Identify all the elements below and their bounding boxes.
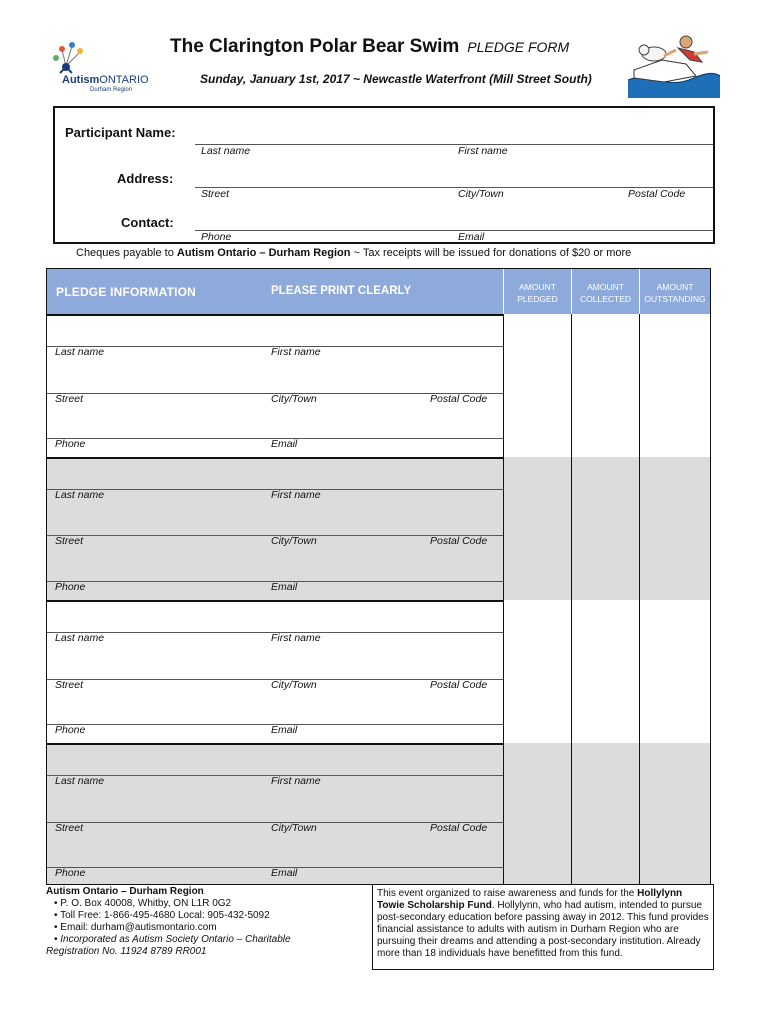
address-label: Address: [117,171,174,186]
entry-last-name-caption: Last name [55,632,105,644]
entry-street-caption: Street [55,822,84,834]
pledge-table-header [47,269,503,314]
event-date-location: Sunday, January 1st, 2017 ~ Newcastle Waterfront (Mill Street South) [200,72,592,86]
event-title: The Clarington Polar Bear Swim [170,36,460,57]
logo-wordmark: AutismONTARIO [62,74,149,86]
fund-name: Hollylynn Towie Scholarship Fund [377,888,683,911]
entry-postal-caption: Postal Code [430,822,488,834]
entry-last-name-caption: Last name [55,489,105,501]
autism-ontario-logo [52,40,152,96]
cheques-note: Cheques payable to Autism Ontario – Durham Region ~ Tax receipts will be issued for donations of $20 or more [76,247,632,259]
city-caption: City/Town [458,188,504,200]
entry-email-caption: Email [271,581,298,593]
phone-numbers: • Toll Free: 1-866-495-4680 Local: 905-432-5092 [54,910,270,921]
polar-bear-swimmer-icon [624,30,720,98]
entry-email-caption: Email [271,438,298,450]
pledge-entry-2 [47,457,503,600]
entry-phone-caption: Phone [55,438,86,450]
entry-first-name-caption: First name [271,775,321,787]
logo-subtitle: Durham Region [90,87,133,93]
po-box: • P. O. Box 40008, Whitby, ON L1R 0G2 [54,898,232,909]
email-caption: Email [458,231,485,243]
participant-last-name-caption: Last name [201,145,251,157]
entry-first-name-caption: First name [271,489,321,501]
entry-phone-caption: Phone [55,724,86,736]
entry-first-name-caption: First name [271,346,321,358]
entry-email-caption: Email [271,724,298,736]
entry-last-name-caption: Last name [55,775,105,787]
form-title [170,36,610,58]
entry-city-caption: City/Town [271,393,317,405]
entry-street-caption: Street [55,679,84,691]
amount-column-divider [571,314,572,884]
amount-shade-row-4 [503,743,710,884]
amount-pledged-header: AMOUNT PLEDGED [503,269,571,314]
entry-postal-caption: Postal Code [430,393,488,405]
pledge-entry-1 [47,314,503,457]
logo-figure-icon [52,40,152,76]
print-clearly-note: PLEASE PRINT CLEARLY [271,285,412,297]
organization-contact-info [46,886,372,958]
amount-outstanding-header: AMOUNT OUTSTANDING [639,269,710,314]
amount-shade-row-2 [503,457,710,600]
participant-name-line[interactable] [195,144,713,145]
street-caption: Street [201,188,230,200]
registration-number: Registration No. 11924 8789 RR001 [46,946,207,957]
incorporation-note: • Incorporated as Autism Society Ontario – Charitable [54,934,291,945]
entry-postal-caption: Postal Code [430,679,488,691]
amount-column-divider [639,314,640,884]
entry-phone-caption: Phone [55,581,86,593]
contact-label: Contact: [121,215,174,230]
entry-postal-caption: Postal Code [430,535,488,547]
entry-city-caption: City/Town [271,535,317,547]
participant-name-label: Participant Name: [65,125,176,140]
pledge-entry-4 [47,743,503,884]
scholarship-fund-description: This event organized to raise awareness and funds for the Hollylynn Towie Scholarship Fund. Hollylynn, who had autism, intended to pursue post-secondary education before passing away in 2012. This fund provides financial assistance to adults with autism in Durham Region who are pursuing their dreams and attending a post-secondary institution. Already more than 18 individuals have benefitted from this fund. [372,884,714,970]
entry-email-caption: Email [271,867,298,879]
pledge-entry-3 [47,600,503,743]
contact-line[interactable] [195,230,713,231]
amount-collected-header: AMOUNT COLLECTED [571,269,639,314]
participant-first-name-caption: First name [458,145,508,157]
entry-first-name-caption: First name [271,632,321,644]
phone-caption: Phone [201,231,232,243]
organization-name: Autism Ontario – Durham Region [46,886,204,897]
entry-city-caption: City/Town [271,822,317,834]
entry-street-caption: Street [55,393,84,405]
pledge-table [46,268,711,885]
pledge-form-label: PLEDGE FORM [467,39,570,55]
participant-info-box [53,106,715,244]
amount-column-divider [503,314,504,884]
entry-last-name-caption: Last name [55,346,105,358]
organization-email: • Email: durham@autismontario.com [54,922,217,933]
entry-street-caption: Street [55,535,84,547]
entry-phone-caption: Phone [55,867,86,879]
postal-code-caption: Postal Code [628,188,686,200]
payee-name: Autism Ontario – Durham Region [176,247,351,259]
pledge-information-heading: PLEDGE INFORMATION [56,285,197,299]
entry-city-caption: City/Town [271,679,317,691]
